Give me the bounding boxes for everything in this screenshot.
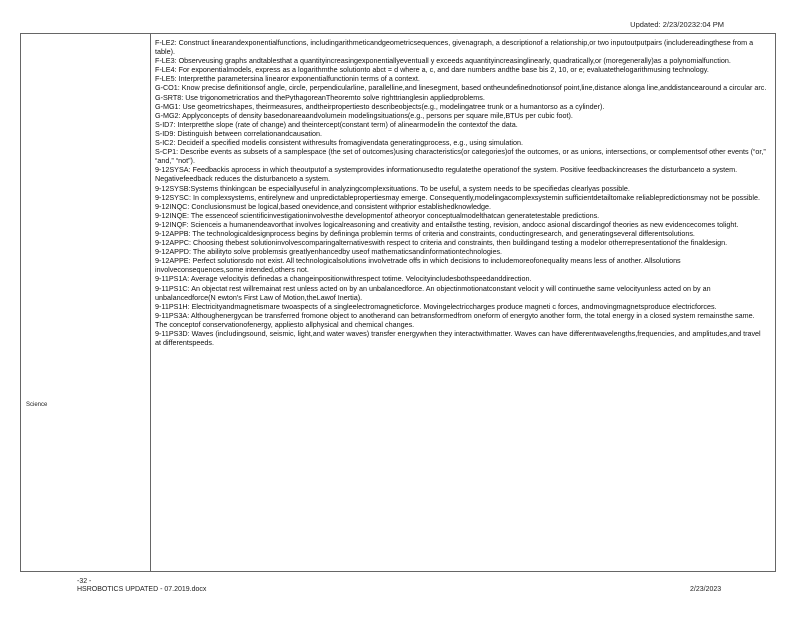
updated-timestamp: Updated: 2/23/20232:04 PM	[630, 20, 724, 29]
standard-item: 9-11PS1A: Average velocityis definedas a changeinpositionwithrespect totime. Velocityincludesbothspeedanddirection.	[155, 274, 532, 284]
standard-item: F-LE3: Observeusing graphs andtablesthat a quantityincreasingexponentiallyeventuall y exceeds aquantityincreasinglinearly, quadratically,or (moregenerally)as a polynomialfunction.	[155, 56, 731, 66]
footer-date: 2/23/2023	[690, 586, 722, 593]
standard-item: S-IC2: Decideif a specified modelis consistent withresults fromagivendata generatingprocess, e.g., using simulation.	[155, 138, 523, 148]
standard-item: G-CO1: Know precise definitionsof angle, circle, perpendicularline, parallelline,and linesegment, based ontheundefinednotionsof point,line,distance alonga line,anddistancearound a circular arc.	[155, 83, 767, 93]
standard-item: F-LE2: Construct linearandexponentialfunctions, includingarithmeticandgeometricsequences, givenagraph, a descriptionof a relationship,or two inputoutputpairs (includereadingthese from a table).	[155, 38, 754, 57]
standard-item: S-ID7: Interpretthe slope (rate of change) and theintercept(constant term) of alinearmodelin the contextof the data.	[155, 119, 518, 129]
standard-item: 9-12SYSC: In complexsystems, entirelynew and unpredictablepropertiesmay emerge. Consequently,modelingacomplexsystemin sufficientdetailtomake reliablepredictionsmay not be possible.	[155, 192, 760, 202]
standard-item: G-MG2: Applyconcepts of density basedonareaandvolumein modelingsituations(e.g., persons per square mile,BTUs per cubic foot).	[155, 110, 573, 120]
standard-item: 9-12INQE: The essenceof scientificinvestigationinvolvesthe developmentof atheoryor conceptualmodelthatcan generatetestable predictions.	[155, 210, 600, 220]
standard-item: S-ID9: Distinguish between correlationandcausation.	[155, 128, 323, 138]
subject-cell: Science	[26, 402, 48, 408]
standard-item: 9-12INQC: Conclusionsmust be logical,based onevidence,and consistent withprior establishedknowledge.	[155, 201, 492, 211]
standard-item: 9-12APPC: Choosing thebest solutioninvolvescomparingalternativeswith respect to criteria and constraints, then buildingand testing a modelor otherrepresentationof the finaldesign.	[155, 238, 728, 248]
standard-item: 9-12APPB: The technologicaldesignprocess begins by defininga problemin terms of criteria and constraints, conductingresearch, and generatingseveral differentsolutions.	[155, 228, 695, 238]
standards-table	[20, 33, 776, 572]
standard-item: 9-12APPE: Perfect solutionsdo not exist. All technologicalsolutions involvetrade offs in which decisions to includemoreofonequality means less of another. Allsolutions involveconsequences,some intended,others not.	[155, 256, 681, 275]
standard-item: 9-11PS3D: Waves (includingsound, seismic, light,and water waves) transfer energywhen they interactwithmatter. Waves can have differentwavelengths,frequencies, and amplitudes,and travel at differentspeeds.	[155, 329, 761, 348]
standard-item: S-CP1: Describe events as subsets of a samplespace (the set of outcomes)using characteristics(or categories)of the outcomes, or as unions, intersections, or complementsof other events (“or,” “and,” “not”).	[155, 147, 766, 166]
standard-item: 9-12SYSA: Feedbackis aprocess in which theoutputof a systemprovides informationusedto regulatethe operationof the system. Positive feedbackincreases the disturbanceto a system. Negativefeedback reduces the disturbanceto a system.	[155, 165, 738, 184]
standards-list	[155, 38, 767, 568]
table-left-border	[20, 34, 21, 571]
standard-item: 9-12SYSB:Systems thinkingcan be especiallyuseful in analyzingcomplexsituations. To be useful, a system needs to be specifiedas clearlyas possible.	[155, 183, 630, 193]
column-divider	[150, 34, 151, 571]
standard-item: 9-12APPD: The abilityto solve problemsis greatlyenhancedby useof mathematicsandinformationtechnologies.	[155, 247, 503, 257]
standard-item: G-MG1: Use geometricshapes, theirmeasures, andtheirpropertiesto describeobjects(e.g., modelingatree trunk or a humantorso as a cylinder).	[155, 101, 605, 111]
document-name: HSROBOTICS UPDATED - 07.2019.docx	[77, 586, 207, 593]
standard-item: F-LE5: Interpretthe parametersina linearor exponentialfunctionin terms of a context.	[155, 74, 420, 84]
standard-item: G-SRT8: Use trigonometricratios and thePythagoreanTheoremto solve righttrianglesin appliedproblems.	[155, 92, 485, 102]
page-number: -32 -	[77, 578, 92, 585]
standard-item: 9-11PS3A: Althoughenergycan be transferred fromone object to anotherand can betransformedfrom oneform of energyto another form, the total energy in a closed system remainsthe same. The conceptof conservationofenergy, appliesto allphysical and chemical changes.	[155, 310, 755, 329]
standard-item: 9-11PS1C: An objectat rest willremainat rest unless acted on by an unbalancedforce. An objectinmotionatconstant velocit y will continuethe same velocityunless acted on by an unbalancedforce(N ewton's First Law of Motion,theLawof Inertia).	[155, 283, 711, 302]
table-right-border	[775, 34, 776, 571]
standard-item: F-LE4: For exponentialmodels, express as a logarithmthe solutionto abct = d where a, c, and dare numbers andthe base bis 2, 10, or e; evaluatethelogarithmusing technology.	[155, 65, 709, 75]
standard-item: 9-11PS1H: Electricityandmagnetismare twoaspects of a singleelectromagneticforce. Movingelectriccharges produce magneti c forces, andmovingmagnetsproduce electricforces.	[155, 301, 717, 311]
standard-item: 9-12INQF: Scienceis a humanendeavorthat involves logicalreasoning and creativity and entailsthe testing, revision, andocc asional discardingof theories as new evidencecomes tolight.	[155, 219, 739, 229]
